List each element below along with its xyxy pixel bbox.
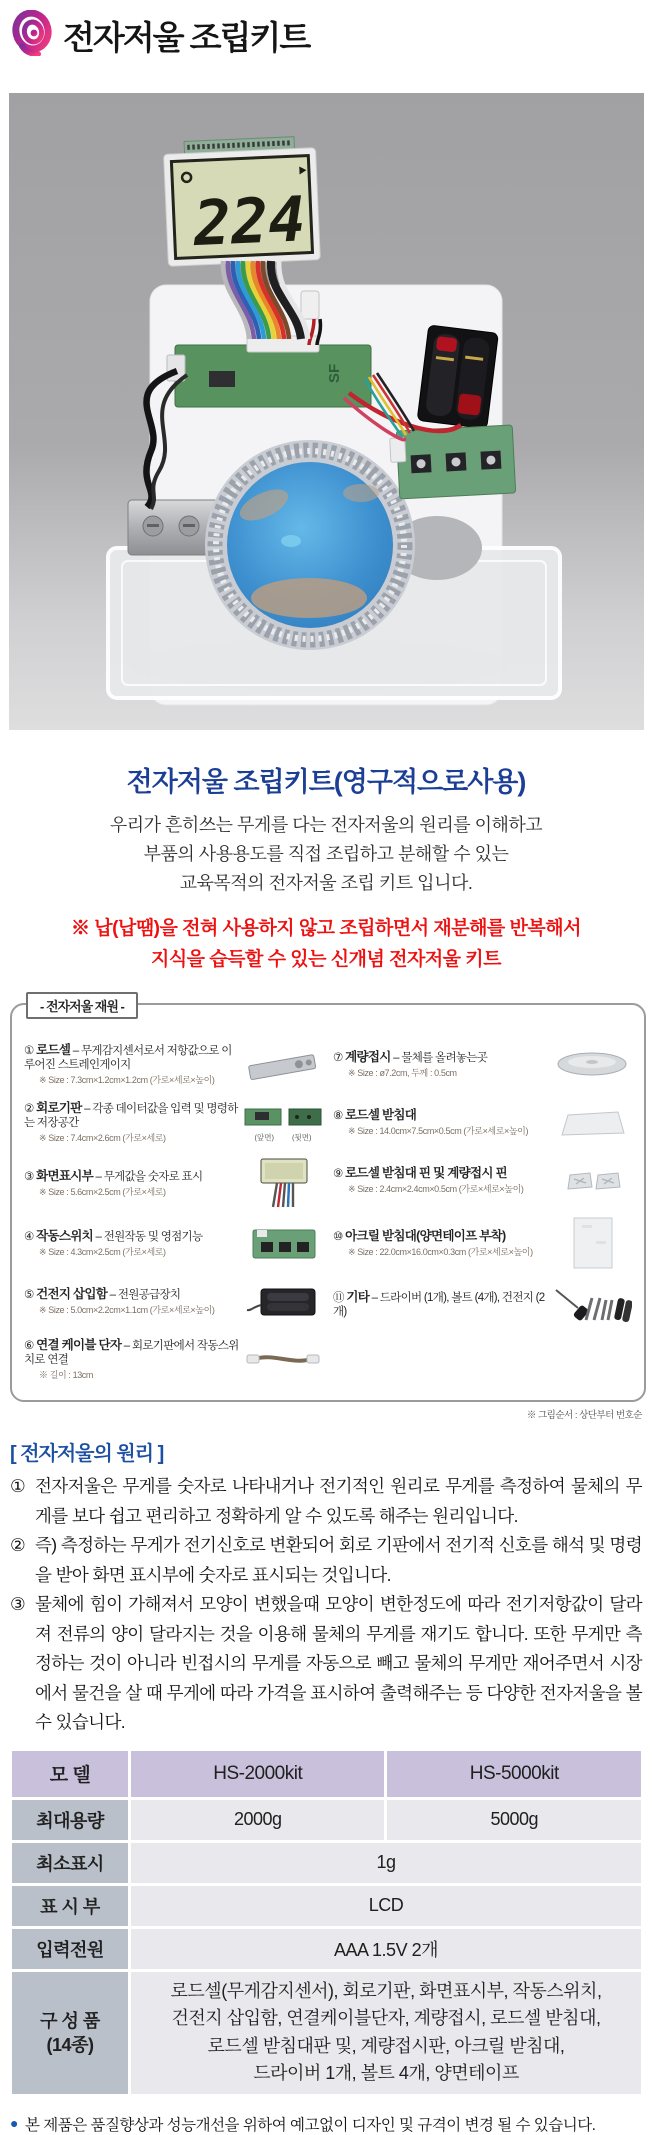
table-row-capacity bbox=[12, 1800, 641, 1840]
battery-holder-photo bbox=[241, 1283, 325, 1321]
table-row-power bbox=[12, 1929, 641, 1969]
acrylic-photo bbox=[550, 1215, 634, 1271]
pcb-front-label: (앞면) bbox=[254, 1132, 274, 1142]
principle-paragraph: ② 즉) 측정하는 무게가 전기신호로 변환되어 회로 기판에서 전기적 신호를 해석 및 명령을 받아 화면 표시부에 숫자로 표시되는 것입니다. bbox=[10, 1535, 642, 1585]
min-display-label: 최소표시 bbox=[12, 1843, 128, 1883]
switch-pcb bbox=[389, 425, 515, 499]
pcb-silkscreen-label: SF bbox=[326, 363, 343, 383]
lcd-reading: 224 bbox=[192, 182, 308, 261]
loadcell-base-photo bbox=[550, 1105, 634, 1141]
table-row-display bbox=[12, 1886, 641, 1926]
brand-spiral-icon bbox=[12, 10, 54, 61]
table-row-model bbox=[12, 1751, 641, 1797]
pcb-photo bbox=[241, 1103, 325, 1143]
display-photo bbox=[241, 1157, 325, 1209]
pins-photo bbox=[550, 1167, 634, 1195]
power-value: AAA 1.5V 2개 bbox=[131, 1929, 641, 1969]
components-label: 구 성 품 (14종) bbox=[12, 1972, 128, 2094]
part-item-switch: ④ 작동스위치 – 전원작동 및 영점기능 ※ Size : 4.3cm×2.5cm (가로×세로) bbox=[24, 1220, 325, 1267]
part-item-cable: ⑥ 연결 케이블 단자 – 회로기판에서 작동스위치로 연결 ※ 길이 : 13cm bbox=[24, 1336, 325, 1383]
battery-pack bbox=[417, 325, 498, 429]
table-row-min-display bbox=[12, 1843, 641, 1883]
page-title: 전자저울 조립키트 bbox=[63, 18, 310, 56]
part-item-loadcell-base: ⑧ 로드셀 받침대 ※ Size : 14.0cm×7.5cm×0.5cm (가로×세로×높이) bbox=[333, 1099, 634, 1146]
pan-photo bbox=[550, 1048, 634, 1082]
part-item-pcb: ② 회로기판 – 각종 데이터값을 입력 및 명령하는 저장공간 ※ Size : 7.4cm×2.6cm (가로×세로) (앞면) (뒷면) bbox=[24, 1099, 325, 1146]
part-item-display: ③ 화면표시부 – 무게값을 숫자로 표시 ※ Size : 5.6cm×2.5cm (가로×세로) bbox=[24, 1157, 325, 1209]
min-display-value: 1g bbox=[131, 1843, 641, 1883]
spec-table bbox=[9, 1748, 644, 2097]
description-line: 부품의 사용용도를 직접 조립하고 분해할 수 있는 bbox=[143, 844, 509, 864]
switch-photo bbox=[241, 1224, 325, 1264]
display-value: LCD bbox=[131, 1886, 641, 1926]
part-item-battery-holder: ⑤ 건전지 삽입함 – 전원공급장치 ※ Size : 5.0cm×2.2cm×1.1cm (가로×세로×높이) bbox=[24, 1278, 325, 1325]
description-line: 우리가 흔히쓰는 무게를 다는 전자저울의 원리를 이해하고 bbox=[109, 815, 543, 835]
model-label: 모 델 bbox=[12, 1751, 128, 1797]
page-header bbox=[0, 0, 652, 61]
foil-dish bbox=[205, 440, 415, 650]
bullet-icon: ● bbox=[10, 2114, 18, 2131]
table-row-components bbox=[12, 1972, 641, 2094]
loadcell-photo bbox=[241, 1044, 325, 1086]
part-item-etc: ⑪ 기타 – 드라이버 (1개), 볼트 (4개), 건전지 (2개) bbox=[333, 1282, 634, 1329]
part-item-pins: ⑨ 로드셀 받침대 핀 및 계량접시 핀 ※ Size : 2.4cm×2.4cm×0.5cm (가로×세로×높이) bbox=[333, 1157, 634, 1204]
principle-paragraph: ③ 물체에 힘이 가해져서 모양이 변했을때 모양이 변한정도에 따라 전기저항값이 달라져 전류의 양이 달라지는 것을 이용해 물체의 무게를 재기도 합니다. 또한 무게만 측정하는 것이 아니라 빈접시의 무게를 자동으로 빼고 물체의 무게만 재어주면서 시장에서 물건을 살 때 무게에 따라 가격을 표시하여 출력해주는 등 다양한 전자저울을 볼 수 있습니다. bbox=[10, 1594, 642, 1732]
capacity-hs5000: 5000g bbox=[387, 1800, 641, 1840]
capacity-label: 최대용량 bbox=[12, 1800, 128, 1840]
principle-paragraph: ① 전자저울은 무게를 숫자로 나타내거나 전기적인 원리로 무게를 측정하여 물체의 무게를 보다 쉽고 편리하고 정확하게 알 수 있도록 해주는 원리입니다. bbox=[10, 1476, 642, 1526]
footer-note-text: 본 제품은 품질향상과 성능개선을 위하여 예고없이 디자인 및 규격이 변경 될 수 있습니다. bbox=[24, 2116, 596, 2134]
pcb-back-label: (뒷면) bbox=[292, 1132, 312, 1142]
cable-photo bbox=[241, 1347, 325, 1373]
warning-text bbox=[0, 913, 652, 975]
product-description bbox=[0, 811, 652, 898]
specs-box-title: - 전자저울 재원 - bbox=[26, 992, 138, 1019]
model-hs5000: HS-5000kit bbox=[387, 1751, 641, 1797]
part-item-pan: ⑦ 계량접시 – 물체를 올려놓는곳 ※ Size : ø7.2cm, 두께 : 0.5cm bbox=[333, 1041, 634, 1088]
description-line: 교육목적의 전자저울 조립 키트 입니다. bbox=[179, 873, 473, 893]
power-label: 입력전원 bbox=[12, 1929, 128, 1969]
specs-left-column bbox=[20, 1035, 329, 1394]
principle-section bbox=[10, 1437, 642, 1738]
display-label: 표 시 부 bbox=[12, 1886, 128, 1926]
product-subtitle: 전자저울 조립키트(영구적으로사용) bbox=[126, 767, 526, 797]
footer-note bbox=[10, 2113, 652, 2135]
principle-heading: [ 전자저울의 원리 ] bbox=[10, 1443, 164, 1465]
warning-line: ※ 납(납땜)을 전혀 사용하지 않고 조립하면서 재분해를 반복해서 bbox=[71, 918, 581, 939]
specs-footnote: ※ 그림순서 : 상단부터 번호순 bbox=[526, 1410, 642, 1421]
specs-right-column bbox=[329, 1035, 638, 1394]
model-hs2000: HS-2000kit bbox=[131, 1751, 384, 1797]
capacity-hs2000: 2000g bbox=[131, 1800, 384, 1840]
specs-box bbox=[10, 999, 646, 1402]
product-photo bbox=[9, 93, 644, 730]
warning-line: 지식을 습득할 수 있는 신개념 전자저울 키트 bbox=[150, 949, 502, 970]
part-item-acrylic: ⑩ 아크릴 받침대(양면테이프 부착) ※ Size : 22.0cm×16.0cm×0.3cm (가로×세로×높이) bbox=[333, 1215, 634, 1271]
components-value: 로드셀(무게감지센서), 회로기판, 화면표시부, 작동스위치, 건전지 삽입함, 연결케이블단자, 계량접시, 로드셀 받침대, 로드셀 받침대판 및, 계량접시판, 아크릴 받침대, 드라이버 1개, 볼트 4개, 양면테이프 bbox=[131, 1972, 641, 2094]
part-item-loadcell: ① 로드셀 – 무게감지센서로서 저항값으로 이루어진 스트레인게이지 ※ Size : 7.3cm×1.2cm×1.2cm (가로×세로×높이) bbox=[24, 1041, 325, 1088]
lcd-display bbox=[163, 136, 320, 267]
tools-photo bbox=[550, 1284, 634, 1328]
